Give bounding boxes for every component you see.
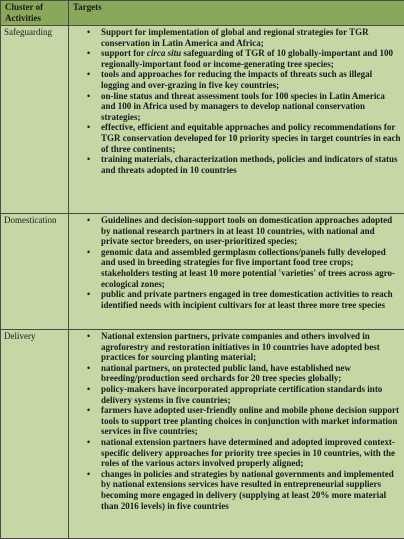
table-row-domestication [1, 214, 404, 330]
cluster-cell: Domestication [1, 214, 69, 330]
targets-cell [69, 26, 404, 214]
target-item: • national partners, on protected public land, have established new breeding/production seed orchards for 20 tree species globally; [71, 363, 401, 384]
target-item: • Guidelines and decision-support tools on domestication approaches adopted by national research partners in at least 10 countries, with national and private sector breeders, on user-prioritized species; [71, 215, 401, 247]
target-item [71, 48, 401, 69]
target-item: • changes in policies and strategies by national governments and implemented by national extensions services have resulted in entrepreneurial suppliers becoming more engaged in delivery (supplying at least 20% more material than 2016 levels) in five countries [71, 469, 401, 511]
header-targets: Targets [69, 1, 404, 26]
targets-list [71, 215, 401, 310]
table-row-delivery [1, 330, 404, 539]
target-item: • effective, efficient and equitable approaches and policy recommendations for TGR conservation developed for 10 priority species in target countries in each of three continents; [71, 122, 401, 154]
target-item: • public and private partners engaged in tree domestication activities to reach identified needs with incipient cultivars for at least three more tree species [71, 289, 401, 310]
target-item: • on-line status and threat assessment tools for 100 species in Latin America and 100 in Africa used by managers to develop national conservation strategies; [71, 91, 401, 123]
target-text-pre: support for [101, 48, 147, 58]
target-item: • tools and approaches for reducing the impacts of threats such as illegal logging and over-grazing in five key countries; [71, 69, 401, 90]
target-item: • policy-makers have incorporated appropriate certification standards into delivery systems in five countries; [71, 384, 401, 405]
header-cluster: Cluster of Activities [1, 1, 69, 26]
target-item: • genomic data and assembled germplasm collections/panels fully developed and used in breeding strategies for five important food tree crops; stakeholders testing at least 10 more potential 'varieties' of trees across agro-ecological zones; [71, 247, 401, 289]
target-text-post: safeguarding of TGR of 10 globally-important and 100 regionally-important food or income-generating tree species; [101, 48, 393, 69]
header-row [1, 1, 404, 26]
table-row-safeguarding [1, 26, 404, 214]
targets-list [71, 27, 401, 175]
targets-list [71, 331, 401, 511]
targets-cell [69, 214, 404, 330]
target-item: • Support for implementation of global and regional strategies for TGR conservation in Latin America and Africa; [71, 27, 401, 48]
target-text-emphasis: circa situ [147, 48, 181, 58]
target-item: • training materials, characterization methods, policies and indicators of status and threats adopted in 10 countries [71, 154, 401, 175]
target-item: • farmers have adopted user-friendly online and mobile phone decision support tools to support tree planting choices in conjunction with market information services in five countries; [71, 405, 401, 437]
targets-cell [69, 330, 404, 539]
target-item: • national extension partners have determined and adopted improved context-specific delivery approaches for priority tree species in 10 countries, with the roles of the various actors involved properly aligned; [71, 437, 401, 469]
cluster-cell: Safeguarding [1, 26, 69, 214]
target-item: • National extension partners, private companies and others involved in agroforestry and restoration initiatives in 10 countries have adopted best practices for sourcing planting material; [71, 331, 401, 363]
cluster-cell: Delivery [1, 330, 69, 539]
